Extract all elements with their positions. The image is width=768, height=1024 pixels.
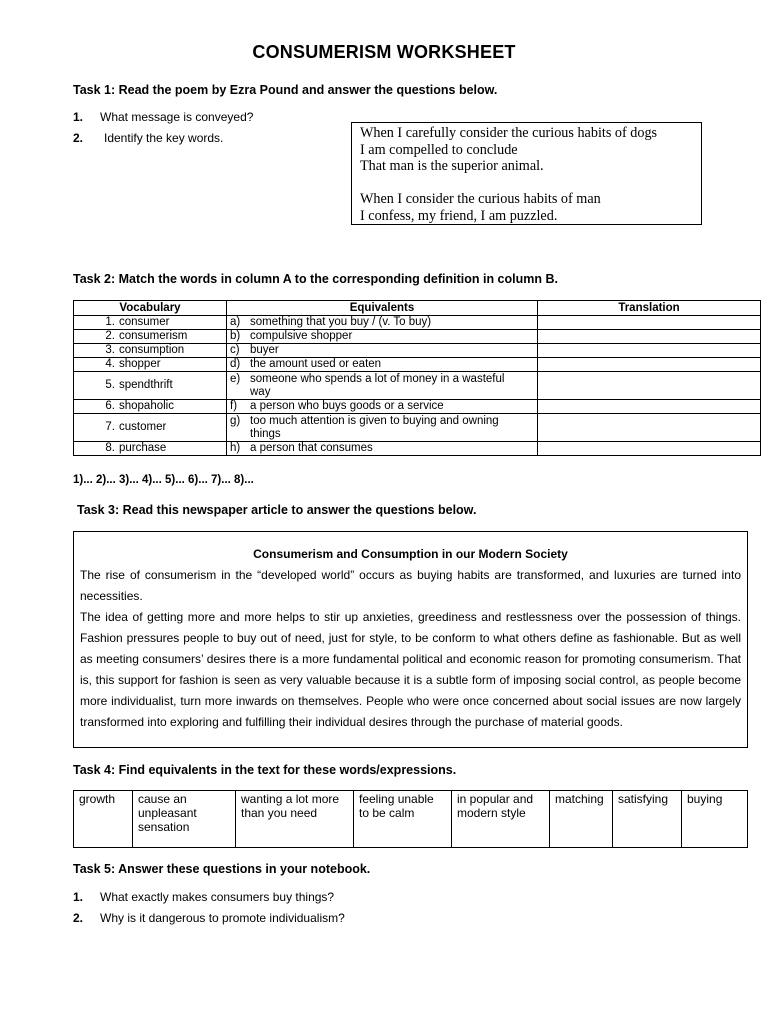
row-number: 7. — [105, 421, 115, 433]
vocab-word: consumption — [119, 344, 185, 356]
article-title: Consumerism and Consumption in our Modern Society — [253, 547, 568, 561]
question-item — [73, 131, 343, 152]
def-text: buyer — [250, 344, 279, 356]
poem-line: When I carefully consider the curious habits of dogs — [360, 125, 658, 141]
article-box — [73, 531, 748, 748]
vocab-word: spendthrift — [119, 379, 173, 391]
vocab-word: shopaholic — [119, 400, 174, 412]
vocab-word: purchase — [119, 442, 167, 454]
table-row — [74, 400, 761, 414]
question-number: 1. — [73, 890, 84, 904]
translation-cell[interactable] — [538, 442, 761, 456]
table-row — [74, 372, 761, 400]
def-letter: c) — [230, 344, 240, 356]
table-row — [74, 358, 761, 372]
task2-heading: Task 2: Match the words in column A to the corresponding definition in column B. — [73, 272, 558, 286]
translation-cell[interactable] — [538, 400, 761, 414]
question-number: 2. — [73, 911, 84, 925]
def-letter: h) — [230, 442, 241, 454]
worksheet-title: CONSUMERISM WORKSHEET — [252, 42, 516, 62]
row-number: 4. — [105, 358, 115, 370]
table-row — [74, 344, 761, 358]
table-row — [74, 316, 761, 330]
expression-cell: cause an unpleasant sensation — [133, 791, 236, 848]
def-text: a person that consumes — [250, 442, 373, 454]
translation-cell[interactable] — [538, 414, 761, 442]
task5-questions — [73, 890, 473, 932]
def-text: compulsive shopper — [250, 330, 353, 342]
row-number: 8. — [105, 442, 115, 454]
expression-cell: growth — [74, 791, 133, 848]
def-letter: g) — [230, 414, 241, 427]
def-letter: b) — [230, 330, 241, 342]
vocab-cell — [74, 344, 227, 358]
question-text: What exactly makes consumers buy things? — [100, 890, 335, 904]
question-item — [73, 110, 343, 131]
vocab-cell — [74, 316, 227, 330]
vocab-cell — [74, 414, 227, 442]
question-number: 1. — [73, 110, 84, 124]
translation-cell[interactable] — [538, 372, 761, 400]
translation-cell[interactable] — [538, 344, 761, 358]
def-text: someone who spends a lot of money in a wasteful way — [250, 372, 505, 398]
vocab-word: consumer — [119, 316, 170, 328]
article-paragraph: The rise of consumerism in the “developed world” occurs as buying habits are transformed, and luxuries are turned into necessities. — [80, 568, 741, 603]
equivalent-cell — [227, 358, 538, 372]
def-text: the amount used or eaten — [250, 358, 382, 370]
table-row — [74, 330, 761, 344]
poem-line: I confess, my friend, I am puzzled. — [360, 207, 558, 224]
poem-line: When I consider the curious habits of man — [360, 191, 601, 208]
answer-line: 1)... 2)... 3)... 4)... 5)... 6)... 7)... 8)... — [73, 474, 254, 486]
stanza-gap — [360, 175, 693, 191]
table-row — [74, 414, 761, 442]
column-header: Translation — [538, 301, 761, 316]
expression-cell: wanting a lot more than you need — [236, 791, 354, 848]
equivalent-cell — [227, 400, 538, 414]
table-row — [74, 442, 761, 456]
expression-cell: in popular and modern style — [452, 791, 550, 848]
poem-line: I am compelled to conclude — [360, 141, 518, 158]
task3-heading: Task 3: Read this newspaper article to answer the questions below. — [77, 503, 477, 517]
row-number: 6. — [105, 400, 115, 412]
def-letter: a) — [230, 316, 241, 328]
def-text: a person who buys goods or a service — [250, 400, 444, 412]
column-header: Equivalents — [227, 301, 538, 316]
question-item — [73, 911, 473, 932]
translation-cell[interactable] — [538, 330, 761, 344]
def-letter: e) — [230, 372, 241, 385]
column-header: Vocabulary — [74, 301, 227, 316]
vocabulary-table — [73, 300, 761, 456]
poem-line: That man is the superior animal. — [360, 158, 544, 175]
row-number: 1. — [105, 316, 115, 328]
row-number: 3. — [105, 344, 115, 356]
vocab-cell — [74, 358, 227, 372]
poem-box — [351, 122, 702, 225]
def-letter: d) — [230, 358, 241, 370]
equivalent-cell — [227, 372, 538, 400]
article-paragraph: The idea of getting more and more helps to stir up anxieties, greediness and restlessness over the possession of things. Fashion pressures people to buy out of need, just for style, to be conform to what others define as fashionable. But as well as meeting consumers’ desires there is a more fundamental political and economic reason for promoting consumerism. That is, this support for fashion is seen as very valuable because it is a subtle form of imposing social control, as people become more individualist, turn more inwards on themselves. People who were once concerned about social issues are now largely transformed into exploring and fulfilling their individual desires through the purchase of material goods. — [80, 610, 741, 729]
question-text: Why is it dangerous to promote individualism? — [100, 911, 345, 925]
equivalent-cell — [227, 330, 538, 344]
vocab-cell — [74, 442, 227, 456]
vocab-cell — [74, 372, 227, 400]
expression-cell: feeling unable to be calm — [354, 791, 452, 848]
equivalents-table — [73, 790, 748, 848]
expression-cell: satisfying — [613, 791, 682, 848]
task5-heading: Task 5: Answer these questions in your notebook. — [73, 862, 371, 876]
def-text: too much attention is given to buying and owning things — [250, 414, 499, 440]
vocab-word: consumerism — [119, 330, 188, 342]
question-text: Identify the key words. — [104, 131, 224, 145]
def-text: something that you buy / (v. To buy) — [250, 316, 432, 328]
translation-cell[interactable] — [538, 358, 761, 372]
equivalent-cell — [227, 414, 538, 442]
vocab-word: customer — [119, 421, 167, 433]
row-number: 2. — [105, 330, 115, 342]
table-row — [74, 791, 748, 848]
equivalent-cell — [227, 316, 538, 330]
vocab-cell — [74, 330, 227, 344]
expression-cell: buying — [682, 791, 748, 848]
expression-cell: matching — [550, 791, 613, 848]
task4-heading: Task 4: Find equivalents in the text for these words/expressions. — [73, 763, 457, 777]
row-number: 5. — [105, 379, 115, 391]
question-item — [73, 890, 473, 911]
question-text: What message is conveyed? — [100, 110, 254, 124]
task1-heading: Task 1: Read the poem by Ezra Pound and answer the questions below. — [73, 83, 498, 97]
def-letter: f) — [230, 400, 238, 412]
equivalent-cell — [227, 442, 538, 456]
vocab-cell — [74, 400, 227, 414]
equivalent-cell — [227, 344, 538, 358]
vocab-word: shopper — [119, 358, 161, 370]
table-header-row — [74, 301, 761, 316]
task1-questions — [73, 110, 343, 152]
question-number: 2. — [73, 131, 84, 145]
translation-cell[interactable] — [538, 316, 761, 330]
